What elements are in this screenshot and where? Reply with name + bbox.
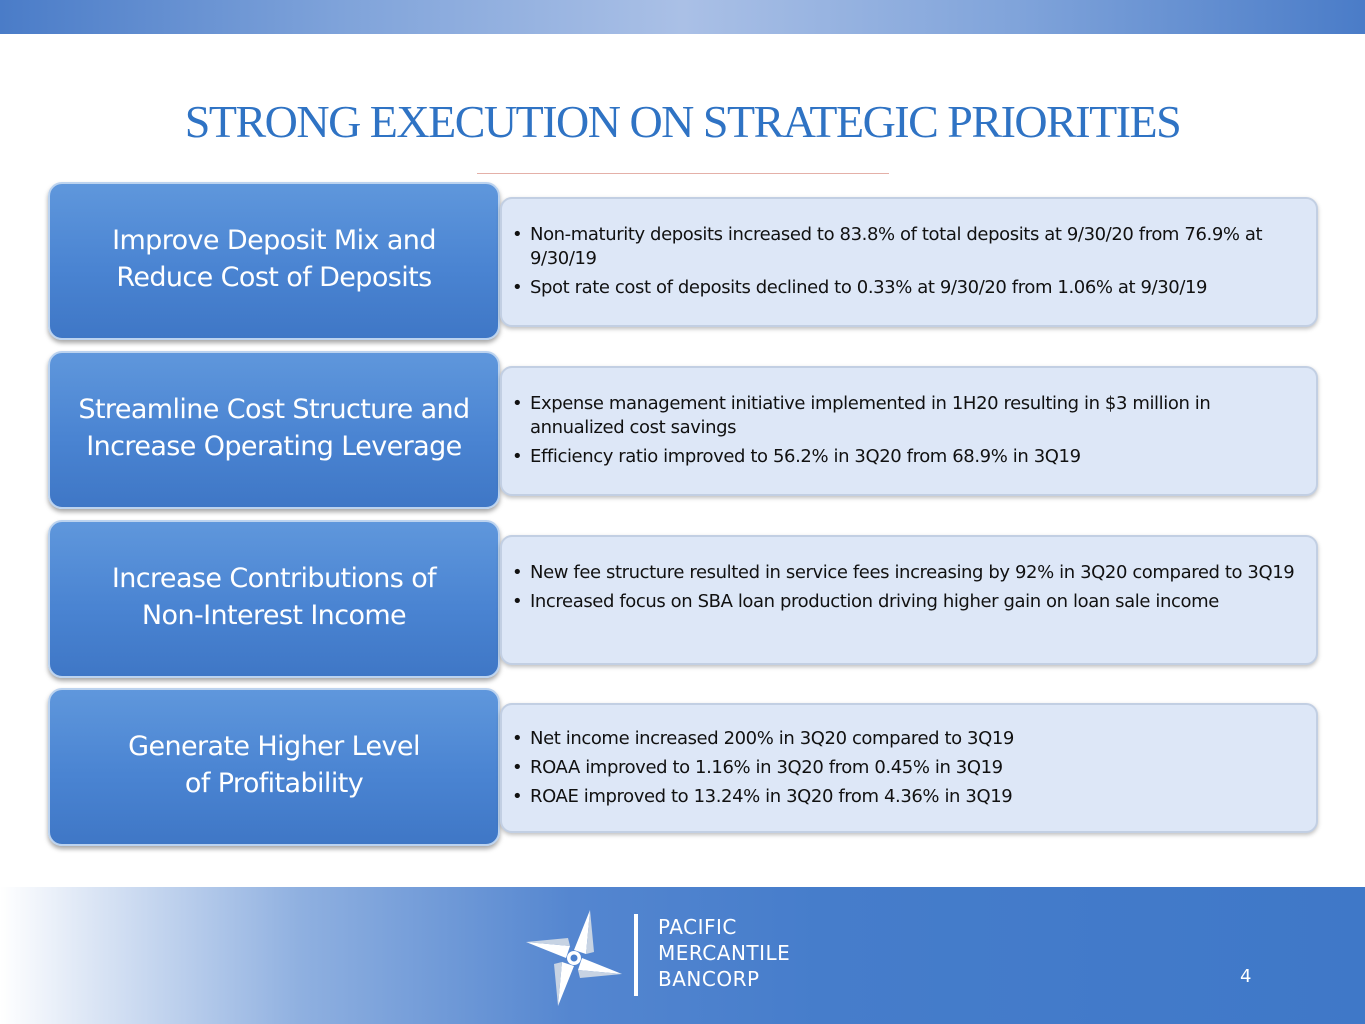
priority-label-box [48, 351, 500, 509]
bullet-item: • New fee structure resulted in service fees increasing by 92% in 3Q20 compared to 3Q19 [508, 561, 1308, 585]
priority-row-profitability [48, 688, 1320, 848]
bullet-item: • Increased focus on SBA loan production driving higher gain on loan sale income [508, 590, 1308, 614]
company-wordmark: PACIFIC MERCANTILE BANCORP [658, 915, 791, 991]
bullet-list [508, 392, 1308, 474]
priority-row-cost-structure [48, 351, 1320, 511]
bullet-item: • Spot rate cost of deposits declined to 0.33% at 9/30/20 from 1.06% at 9/30/19 [508, 276, 1308, 300]
priority-detail-box [500, 703, 1318, 833]
bullet-item: • ROAA improved to 1.16% in 3Q20 from 0.45% in 3Q19 [508, 756, 1308, 780]
priority-detail-box [500, 535, 1318, 665]
priority-label: Improve Deposit Mix and Reduce Cost of Deposits [112, 225, 436, 293]
bullet-item: • Non-maturity deposits increased to 83.8% of total deposits at 9/30/20 from 76.9% at 9/30/19 [508, 223, 1308, 271]
priority-detail-box [500, 197, 1318, 327]
bullet-list [508, 223, 1308, 305]
priority-label-box [48, 688, 500, 846]
priority-row-deposits [48, 182, 1320, 342]
bullet-item: • ROAE improved to 13.24% in 3Q20 from 4.36% in 3Q19 [508, 785, 1308, 809]
logo-divider [634, 914, 638, 996]
page-number: 4 [1240, 966, 1252, 987]
priority-label-box [48, 182, 500, 340]
bullet-list [508, 727, 1308, 814]
priority-label: Streamline Cost Structure and Increase Operating Leverage [78, 394, 470, 462]
priority-label-box [48, 520, 500, 678]
bullet-item: • Expense management initiative implemented in 1H20 resulting in $3 million in annualized cost savings [508, 392, 1308, 440]
top-accent-bar [0, 0, 1365, 34]
priority-detail-box [500, 366, 1318, 496]
bullet-item: • Efficiency ratio improved to 56.2% in 3Q20 from 68.9% in 3Q19 [508, 445, 1308, 469]
slide-title: STRONG EXECUTION ON STRATEGIC PRIORITIES [184, 96, 1181, 147]
bullet-item: • Net income increased 200% in 3Q20 compared to 3Q19 [508, 727, 1308, 751]
priority-row-non-interest-income [48, 520, 1320, 680]
title-underline [477, 173, 889, 174]
priority-label: Generate Higher Level of Profitability [128, 731, 420, 799]
pinwheel-logo-icon [524, 908, 624, 1008]
priority-label: Increase Contributions of Non-Interest Income [111, 563, 437, 631]
bullet-list [508, 561, 1308, 619]
